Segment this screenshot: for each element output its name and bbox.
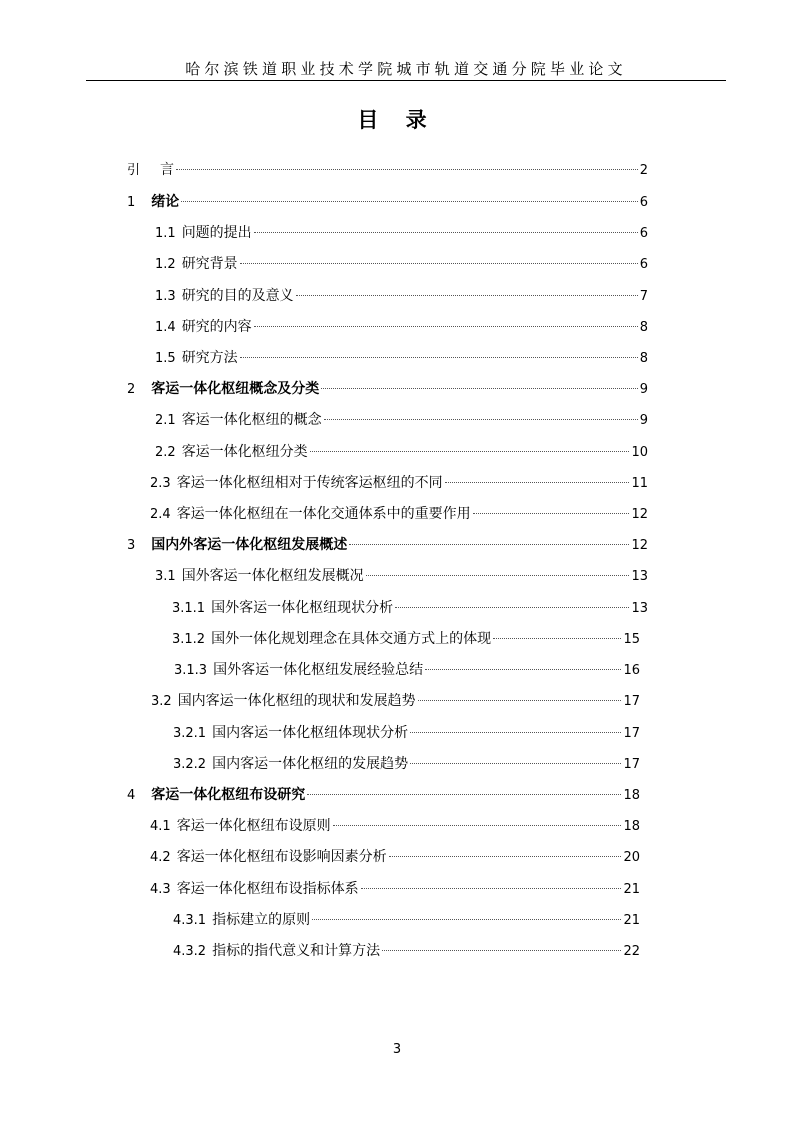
toc-entry-number: 3 [127, 538, 136, 553]
toc-entry-number: 3.2.2 [173, 757, 207, 772]
toc-leader-dots [418, 700, 622, 701]
toc-entry-text: 研究的内容 [181, 319, 252, 335]
toc-entry[interactable] [172, 598, 648, 618]
toc-leader-dots [324, 419, 638, 420]
toc-entry[interactable] [150, 504, 648, 524]
toc-leader-dots [410, 732, 621, 733]
toc-entry-page: 6 [639, 226, 648, 241]
toc-entry-page: 11 [631, 476, 648, 491]
toc-entry-text: 客运一体化枢纽布设原则 [176, 818, 331, 834]
toc-entry-page: 20 [623, 850, 640, 865]
toc-entry-page: 13 [631, 569, 648, 584]
toc-entry-number: 4.3 [150, 882, 171, 897]
toc-entry-text: 客运一体化枢纽在一体化交通体系中的重要作用 [176, 506, 471, 522]
toc-entry-number: 1.4 [155, 320, 176, 335]
toc-leader-dots [349, 544, 629, 545]
toc-entry-page: 6 [639, 195, 648, 210]
toc-entry-page: 17 [623, 757, 640, 772]
toc-entry[interactable] [127, 160, 648, 180]
toc-entry-number: 3.1.2 [172, 632, 206, 647]
toc-entry-text: 客运一体化枢纽概念及分类 [151, 381, 320, 397]
toc-leader-dots [181, 201, 637, 202]
toc-entry-number: 2.1 [155, 413, 176, 428]
toc-leader-dots [473, 513, 630, 514]
toc-entry[interactable] [155, 410, 648, 430]
toc-entry[interactable] [174, 660, 640, 680]
toc-leader-dots [410, 763, 621, 764]
toc-leader-dots [493, 638, 621, 639]
toc-leader-dots [321, 388, 637, 389]
header-divider [86, 80, 726, 81]
toc-entry-number: 1.2 [155, 257, 176, 272]
toc-entry-number: 3.2.1 [173, 726, 207, 741]
toc-entry-text: 国外客运一体化枢纽发展概况 [181, 568, 364, 584]
toc-entry-text: 客运一体化枢纽布设指标体系 [176, 881, 359, 897]
toc-entry[interactable] [155, 286, 648, 306]
toc-entry-page: 17 [623, 726, 640, 741]
toc-leader-dots [307, 794, 621, 795]
toc-entry-page: 12 [631, 507, 648, 522]
page-number: 3 [392, 1042, 402, 1057]
toc-entry-text: 客运一体化枢纽布设研究 [151, 787, 306, 803]
toc-entry-text: 客运一体化枢纽相对于传统客运枢纽的不同 [176, 475, 443, 491]
toc-entry-number: 1 [127, 195, 136, 210]
toc-entry[interactable] [127, 192, 648, 212]
document-header: 哈尔滨铁道职业技术学院城市轨道交通分院毕业论文 [185, 60, 627, 78]
toc-leader-dots [361, 888, 622, 889]
toc-entry[interactable] [172, 629, 640, 649]
toc-entry-page: 8 [639, 351, 648, 366]
toc-entry[interactable] [155, 254, 648, 274]
toc-leader-dots [310, 451, 630, 452]
toc-entry-page: 6 [639, 257, 648, 272]
toc-entry-text: 研究的目的及意义 [181, 288, 294, 304]
toc-leader-dots [312, 919, 621, 920]
toc-entry-page: 15 [623, 632, 640, 647]
toc-entry-number: 2 [127, 382, 136, 397]
toc-entry-number: 2.4 [150, 507, 171, 522]
toc-entry-page: 21 [623, 882, 640, 897]
toc-entry[interactable] [155, 317, 648, 337]
toc-entry-page: 13 [631, 601, 648, 616]
toc-entry-page: 16 [623, 663, 640, 678]
toc-entry-page: 8 [639, 320, 648, 335]
toc-entry-page: 12 [631, 538, 648, 553]
toc-entry-text: 绪论 [151, 194, 180, 210]
toc-entry[interactable] [127, 785, 640, 805]
toc-entry[interactable] [155, 348, 648, 368]
toc-entry-text: 研究方法 [181, 350, 238, 366]
toc-entry-page: 9 [639, 413, 648, 428]
toc-leader-dots [395, 607, 629, 608]
toc-entry-number: 2.2 [155, 445, 176, 460]
toc-entry-text: 客运一体化枢纽的概念 [181, 412, 322, 428]
toc-entry-text: 客运一体化枢纽布设影响因素分析 [176, 849, 387, 865]
toc-entry-number: 1.1 [155, 226, 176, 241]
toc-entry-number: 4 [127, 788, 136, 803]
toc-entry-page: 10 [631, 445, 648, 460]
toc-entry-page: 18 [623, 819, 640, 834]
toc-entry-text: 研究背景 [181, 256, 238, 272]
toc-entry-number: 4.3.1 [173, 913, 207, 928]
toc-entry-text: 问题的提出 [181, 225, 252, 241]
toc-leader-dots [366, 575, 630, 576]
toc-entry-number: 1.5 [155, 351, 176, 366]
toc-entry[interactable] [155, 566, 648, 586]
toc-entry-text: 言 [160, 162, 175, 178]
toc-entry-text: 国外客运一体化枢纽发展经验总结 [213, 662, 424, 678]
toc-entry-number: 引 [127, 163, 141, 178]
toc-leader-dots [240, 263, 638, 264]
toc-entry-page: 17 [623, 694, 640, 709]
toc-entry[interactable] [150, 879, 640, 899]
toc-entry-text: 指标建立的原则 [212, 912, 311, 928]
toc-entry-number: 1.3 [155, 289, 176, 304]
toc-entry-page: 18 [623, 788, 640, 803]
toc-entry-text: 国外一体化规划理念在具体交通方式上的体现 [211, 631, 492, 647]
toc-entry-text: 国内外客运一体化枢纽发展概述 [151, 537, 348, 553]
toc-entry-number: 4.2 [150, 850, 171, 865]
toc-entry[interactable] [173, 941, 640, 961]
toc-entry-number: 4.3.2 [173, 944, 207, 959]
toc-entry-number: 3.2 [151, 694, 172, 709]
toc-entry[interactable] [155, 442, 648, 462]
toc-leader-dots [176, 169, 638, 170]
toc-entry[interactable] [127, 379, 648, 399]
toc-entry[interactable] [173, 910, 640, 930]
toc-entry-text: 国内客运一体化枢纽的现状和发展趋势 [177, 693, 416, 709]
toc-entry-page: 21 [623, 913, 640, 928]
toc-entry-text: 国外客运一体化枢纽现状分析 [211, 600, 394, 616]
toc-entry[interactable] [150, 847, 640, 867]
toc-leader-dots [445, 482, 630, 483]
toc-entry-text: 指标的指代意义和计算方法 [212, 943, 381, 959]
toc-entry-page: 7 [639, 289, 648, 304]
toc-entry[interactable] [150, 473, 648, 493]
toc-title: 目 录 [357, 108, 437, 132]
toc-entry[interactable] [155, 223, 648, 243]
toc-leader-dots [296, 295, 638, 296]
toc-entry-text: 国内客运一体化枢纽体现状分析 [212, 725, 409, 741]
toc-entry[interactable] [173, 754, 640, 774]
toc-leader-dots [254, 232, 638, 233]
toc-entry[interactable] [127, 535, 648, 555]
toc-entry-number: 3.1.1 [172, 601, 206, 616]
toc-entry-text: 国内客运一体化枢纽的发展趋势 [212, 756, 409, 772]
toc-entry[interactable] [151, 691, 640, 711]
toc-leader-dots [254, 326, 638, 327]
toc-entry[interactable] [173, 723, 640, 743]
toc-entry-page: 2 [639, 163, 648, 178]
toc-leader-dots [382, 950, 621, 951]
toc-entry-page: 22 [623, 944, 640, 959]
toc-entry[interactable] [150, 816, 640, 836]
toc-entry-text: 客运一体化枢纽分类 [181, 444, 308, 460]
toc-entry-page: 9 [639, 382, 648, 397]
toc-leader-dots [333, 825, 622, 826]
toc-leader-dots [425, 669, 621, 670]
toc-entry-number: 3.1 [155, 569, 176, 584]
toc-leader-dots [389, 856, 622, 857]
toc-leader-dots [240, 357, 638, 358]
toc-entry-number: 2.3 [150, 476, 171, 491]
toc-entry-number: 4.1 [150, 819, 171, 834]
toc-entry-number: 3.1.3 [174, 663, 208, 678]
